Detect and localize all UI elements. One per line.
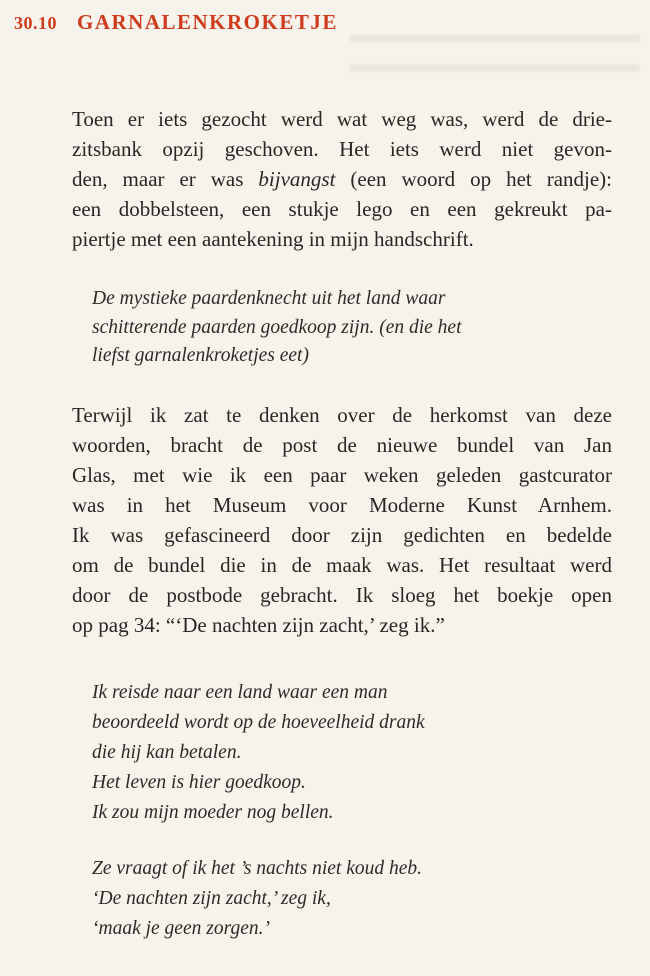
poem-stanza xyxy=(92,854,572,944)
section-header xyxy=(14,10,338,35)
poem xyxy=(92,678,572,970)
quote-line: De mystieke paardenknecht uit het land waar xyxy=(92,288,446,309)
text-run: (een woord op het randje): xyxy=(335,167,613,191)
paragraph-main xyxy=(72,400,612,640)
paragraph-line: een dobbelsteen, een stukje lego en een gekreukt pa- xyxy=(72,197,612,221)
section-number: 30.10 xyxy=(14,13,57,33)
poem-line: Het leven is hier goedkoop. xyxy=(92,772,306,793)
paragraph-line: Glas, met wie ik een paar weken geleden gastcurator xyxy=(72,463,612,487)
quote-line: schitterende paarden goedkoop zijn. (en die het xyxy=(92,316,462,338)
paragraph-line: piertje met een aantekening in mijn handschrift. xyxy=(72,227,474,251)
paragraph-intro xyxy=(72,104,612,254)
paragraph-line xyxy=(72,164,612,194)
poem-line: beoordeeld wordt op de hoeveelheid drank xyxy=(92,712,425,733)
poem-line: ‘maak je geen zorgen.’ xyxy=(92,918,270,939)
show-through-texture xyxy=(350,20,640,90)
poem-stanza xyxy=(92,678,572,828)
paragraph-line: door de postbode gebracht. Ik sloeg het boekje open xyxy=(72,583,612,607)
poem-line: Ik reisde naar een land waar een man xyxy=(92,682,388,703)
quote-line: liefst garnalenkroketjes eet) xyxy=(92,345,309,366)
paragraph-line: Terwijl ik zat te denken over de herkomst van deze xyxy=(72,403,612,427)
paragraph-line: op pag 34: “‘De nachten zijn zacht,’ zeg ik.” xyxy=(72,613,445,637)
paragraph-line: Toen er iets gezocht werd wat weg was, werd de drie- xyxy=(72,107,612,131)
paragraph-line: om de bundel die in de maak was. Het resultaat werd xyxy=(72,553,612,577)
text-run: den, maar er was xyxy=(72,167,259,191)
poem-line: die hij kan betalen. xyxy=(92,742,242,763)
poem-line: ‘De nachten zijn zacht,’ zeg ik, xyxy=(92,888,331,909)
handwritten-note-quote xyxy=(92,285,572,371)
poem-line: Ik zou mijn moeder nog bellen. xyxy=(92,802,334,823)
paragraph-line: woorden, bracht de post de nieuwe bundel van Jan xyxy=(72,433,612,457)
emphasized-word: bijvangst xyxy=(258,167,336,191)
section-title: GARNALENKROKETJE xyxy=(77,10,338,34)
poem-line: Ze vraagt of ik het ’s nachts niet koud heb. xyxy=(92,858,423,879)
paragraph-line: was in het Museum voor Moderne Kunst Arnhem. xyxy=(72,493,612,517)
paragraph-line: Ik was gefascineerd door zijn gedichten en bedelde xyxy=(72,523,612,547)
paragraph-line: zitsbank opzij geschoven. Het iets werd niet gevon- xyxy=(72,137,612,161)
